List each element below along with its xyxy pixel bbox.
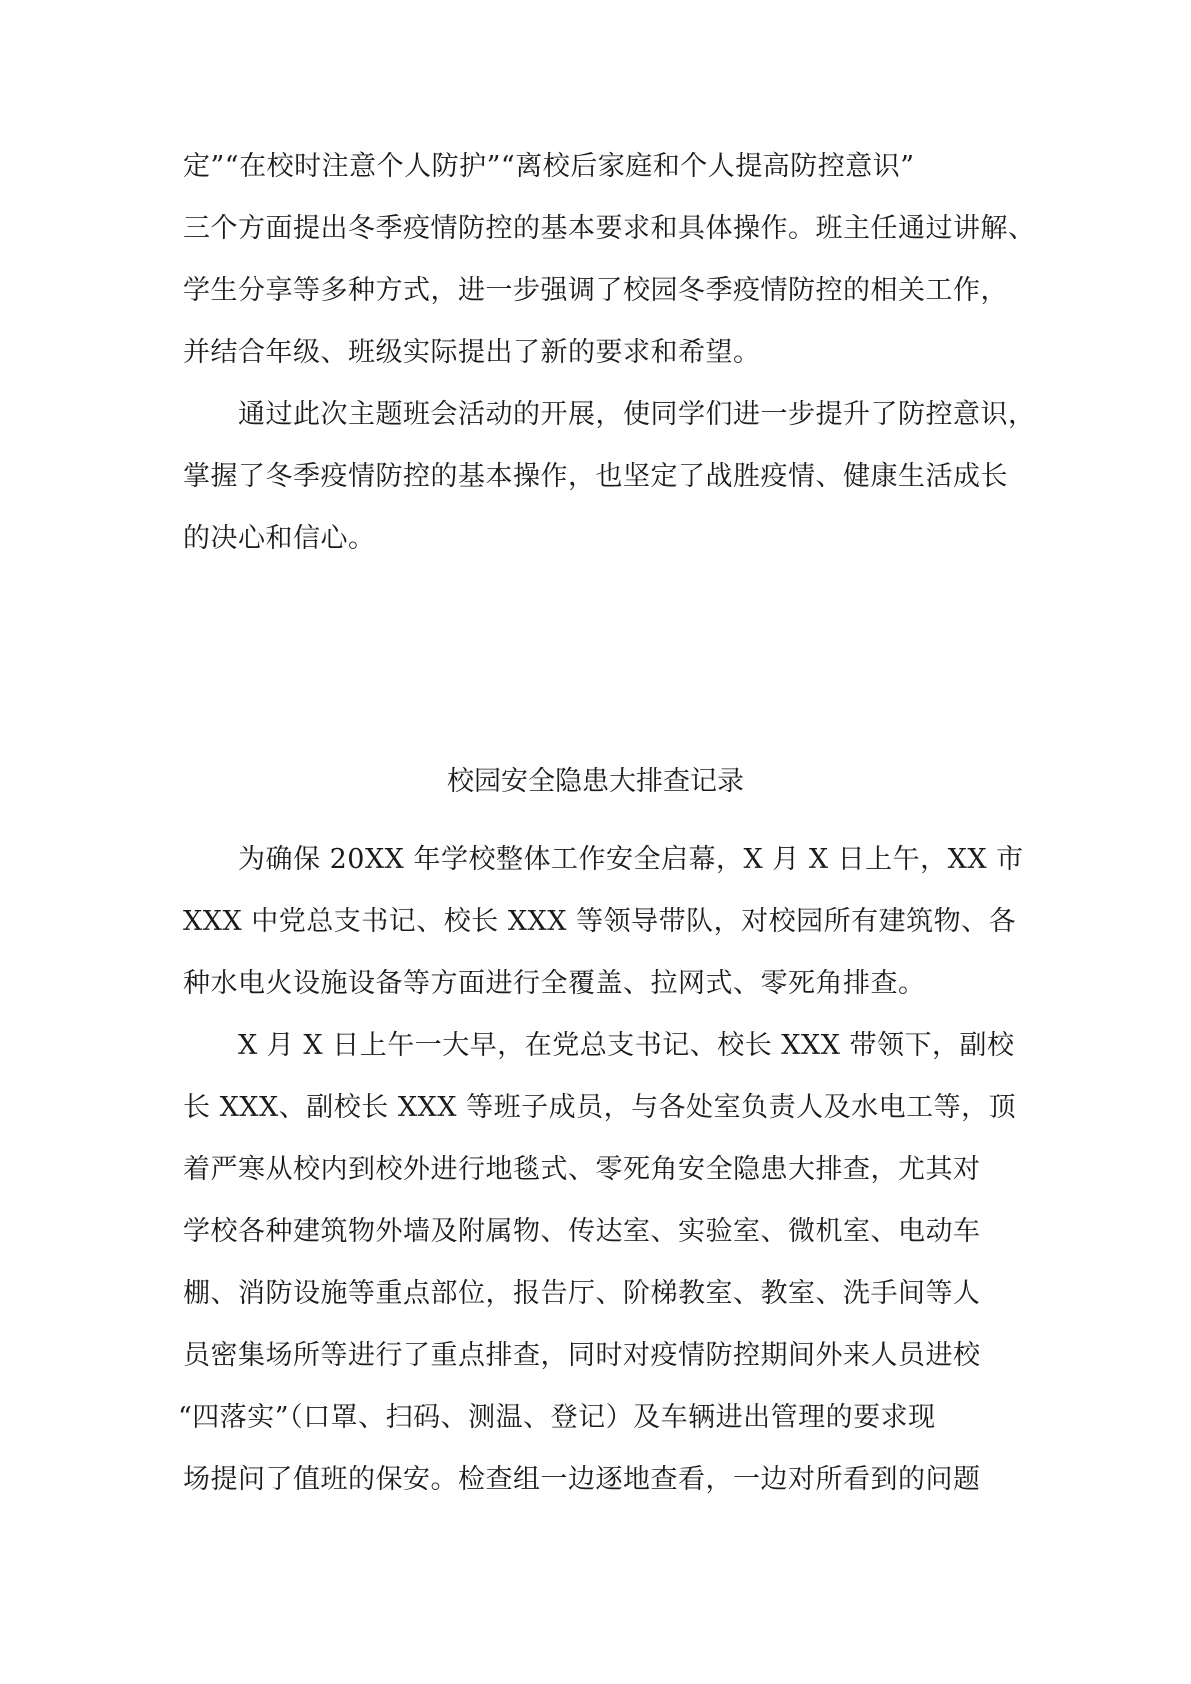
paragraph-line: 学生分享等多种方式，进一步强调了校园冬季疫情防控的相关工作， (183, 275, 1008, 306)
paragraph-line: “四落实”（口罩、扫码、测温、登记）及车辆进出管理的要求现 (178, 1402, 936, 1433)
paragraph-line: 学校各种建筑物外墙及附属物、传达室、实验室、微机室、电动车 (183, 1216, 981, 1247)
section-title: 校园安全隐患大排查记录 (447, 766, 744, 797)
paragraph-line: 掌握了冬季疫情防控的基本操作，也坚定了战胜疫情、健康生活成长 (183, 461, 1008, 492)
paragraph-line: 定”“在校时注意个人防护”“离校后家庭和个人提高防控意识” (183, 151, 915, 182)
paragraph-line: 并结合年级、班级实际提出了新的要求和希望。 (183, 337, 761, 368)
paragraph-line: 员密集场所等进行了重点排查，同时对疫情防控期间外来人员进校 (183, 1340, 981, 1371)
paragraph-line: 通过此次主题班会活动的开展，使同学们进一步提升了防控意识， (238, 399, 1036, 430)
paragraph-line: 三个方面提出冬季疫情防控的基本要求和具体操作。班主任通过讲解、 (183, 213, 1036, 244)
paragraph-line: 为确保 20XX 年学校整体工作安全启幕，X 月 X 日上午，XX 市 (238, 844, 1024, 875)
paragraph-line: 长 XXX、副校长 XXX 等班子成员，与各处室负责人及水电工等，顶 (183, 1092, 1017, 1123)
paragraph-line: X 月 X 日上午一大早，在党总支书记、校长 XXX 带领下，副校 (238, 1030, 1015, 1061)
paragraph-line: 的决心和信心。 (183, 523, 376, 554)
paragraph-line: 着严寒从校内到校外进行地毯式、零死角安全隐患大排查，尤其对 (183, 1154, 981, 1185)
paragraph-line: XXX 中党总支书记、校长 XXX 等领导带队，对校园所有建筑物、各 (183, 906, 1017, 937)
paragraph-line: 场提问了值班的保安。检查组一边逐地查看，一边对所看到的问题 (183, 1464, 981, 1495)
paragraph-line: 种水电火设施设备等方面进行全覆盖、拉网式、零死角排查。 (183, 968, 926, 999)
paragraph-line: 棚、消防设施等重点部位，报告厅、阶梯教室、教室、洗手间等人 (183, 1278, 981, 1309)
